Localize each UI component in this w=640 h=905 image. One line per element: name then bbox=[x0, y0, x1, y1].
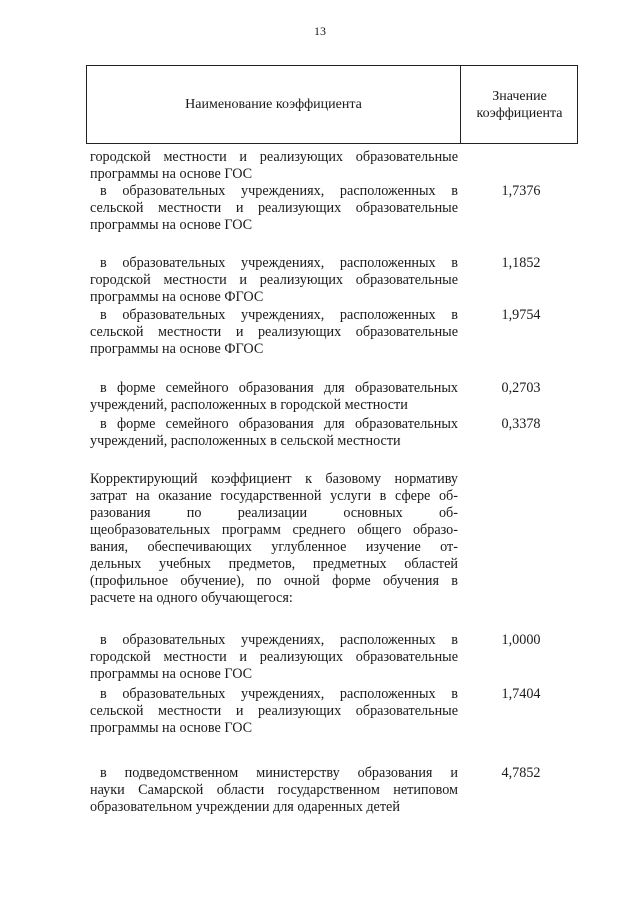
row-line: программы на основе ГОС bbox=[90, 217, 253, 233]
row-line: в образовательных учреждениях, расположенных в bbox=[100, 255, 458, 271]
row-line: сельской местности и реализующих образовательные bbox=[90, 324, 458, 340]
row-line: образовательном учреждении для одаренных детей bbox=[90, 799, 400, 815]
table-row-9-text bbox=[90, 765, 458, 816]
table-row-4-text bbox=[90, 380, 458, 414]
page-number: 13 bbox=[314, 24, 326, 38]
row-line: в подведомственном министерству образования и bbox=[100, 765, 458, 781]
row-line: разования по реализации основных об- bbox=[90, 505, 458, 521]
table-row-9-value: 4,7852 bbox=[501, 765, 541, 781]
table-row-4-value: 0,2703 bbox=[501, 380, 541, 396]
row-line: щеобразовательных программ среднего общего образо- bbox=[90, 522, 458, 538]
row-line: городской местности и реализующих образовательные bbox=[90, 272, 458, 288]
table-row-8-text bbox=[90, 686, 458, 737]
row-line: городской местности и реализующих образовательные bbox=[90, 149, 458, 165]
row-line: науки Самарской области государственном нетиповом bbox=[90, 782, 458, 798]
row-line: в форме семейного образования для образовательных bbox=[100, 380, 458, 396]
row-line: городской местности и реализующих образовательные bbox=[90, 649, 458, 665]
table-header bbox=[86, 65, 578, 144]
row-line: учреждений, расположенных в городской местности bbox=[90, 397, 408, 413]
row-line: в форме семейного образования для образовательных bbox=[100, 416, 458, 432]
row-line: расчете на одного обучающегося: bbox=[90, 590, 293, 606]
row-line: в образовательных учреждениях, расположенных в bbox=[100, 686, 458, 702]
table-row-6-text bbox=[90, 471, 458, 607]
header-coefficient-name: Наименование коэффициента bbox=[185, 96, 362, 112]
table-row-5-text bbox=[90, 416, 458, 450]
header-value-line-1: Значение bbox=[492, 88, 547, 104]
table-row-3-value: 1,9754 bbox=[501, 307, 541, 323]
row-line: (профильное обучение), по очной форме обучения в bbox=[90, 573, 458, 589]
row-line: в образовательных учреждениях, расположенных в bbox=[100, 183, 458, 199]
table-row-0-text bbox=[90, 149, 458, 183]
table-row-5-value: 0,3378 bbox=[501, 416, 541, 432]
table-row-8-value: 1,7404 bbox=[501, 686, 541, 702]
table-row-1-text bbox=[90, 183, 458, 234]
row-line: в образовательных учреждениях, расположенных в bbox=[100, 307, 458, 323]
row-line: вания, обеспечивающих углубленное изучение от- bbox=[90, 539, 458, 555]
row-line: программы на основе ФГОС bbox=[90, 289, 264, 305]
row-line: в образовательных учреждениях, расположенных в bbox=[100, 632, 458, 648]
table-row-1-value: 1,7376 bbox=[501, 183, 541, 199]
row-line: программы на основе ГОС bbox=[90, 166, 253, 182]
header-value-line-2: коэффициента bbox=[476, 105, 563, 121]
row-line: затрат на оказание государственной услуги в сфере об- bbox=[90, 488, 458, 504]
row-line: учреждений, расположенных в сельской местности bbox=[90, 433, 401, 449]
header-coefficient-value bbox=[461, 66, 578, 143]
row-line: сельской местности и реализующих образовательные bbox=[90, 200, 458, 216]
row-line: дельных учебных предметов, предметных областей bbox=[90, 556, 458, 572]
row-line: Корректирующий коэффициент к базовому нормативу bbox=[90, 471, 458, 487]
row-line: программы на основе ГОС bbox=[90, 720, 253, 736]
table-row-7-text bbox=[90, 632, 458, 683]
row-line: программы на основе ГОС bbox=[90, 666, 253, 682]
table-row-2-value: 1,1852 bbox=[501, 255, 541, 271]
table-row-7-value: 1,0000 bbox=[501, 632, 541, 648]
table-row-2-text bbox=[90, 255, 458, 306]
row-line: сельской местности и реализующих образовательные bbox=[90, 703, 458, 719]
row-line: программы на основе ФГОС bbox=[90, 341, 264, 357]
table-row-3-text bbox=[90, 307, 458, 358]
